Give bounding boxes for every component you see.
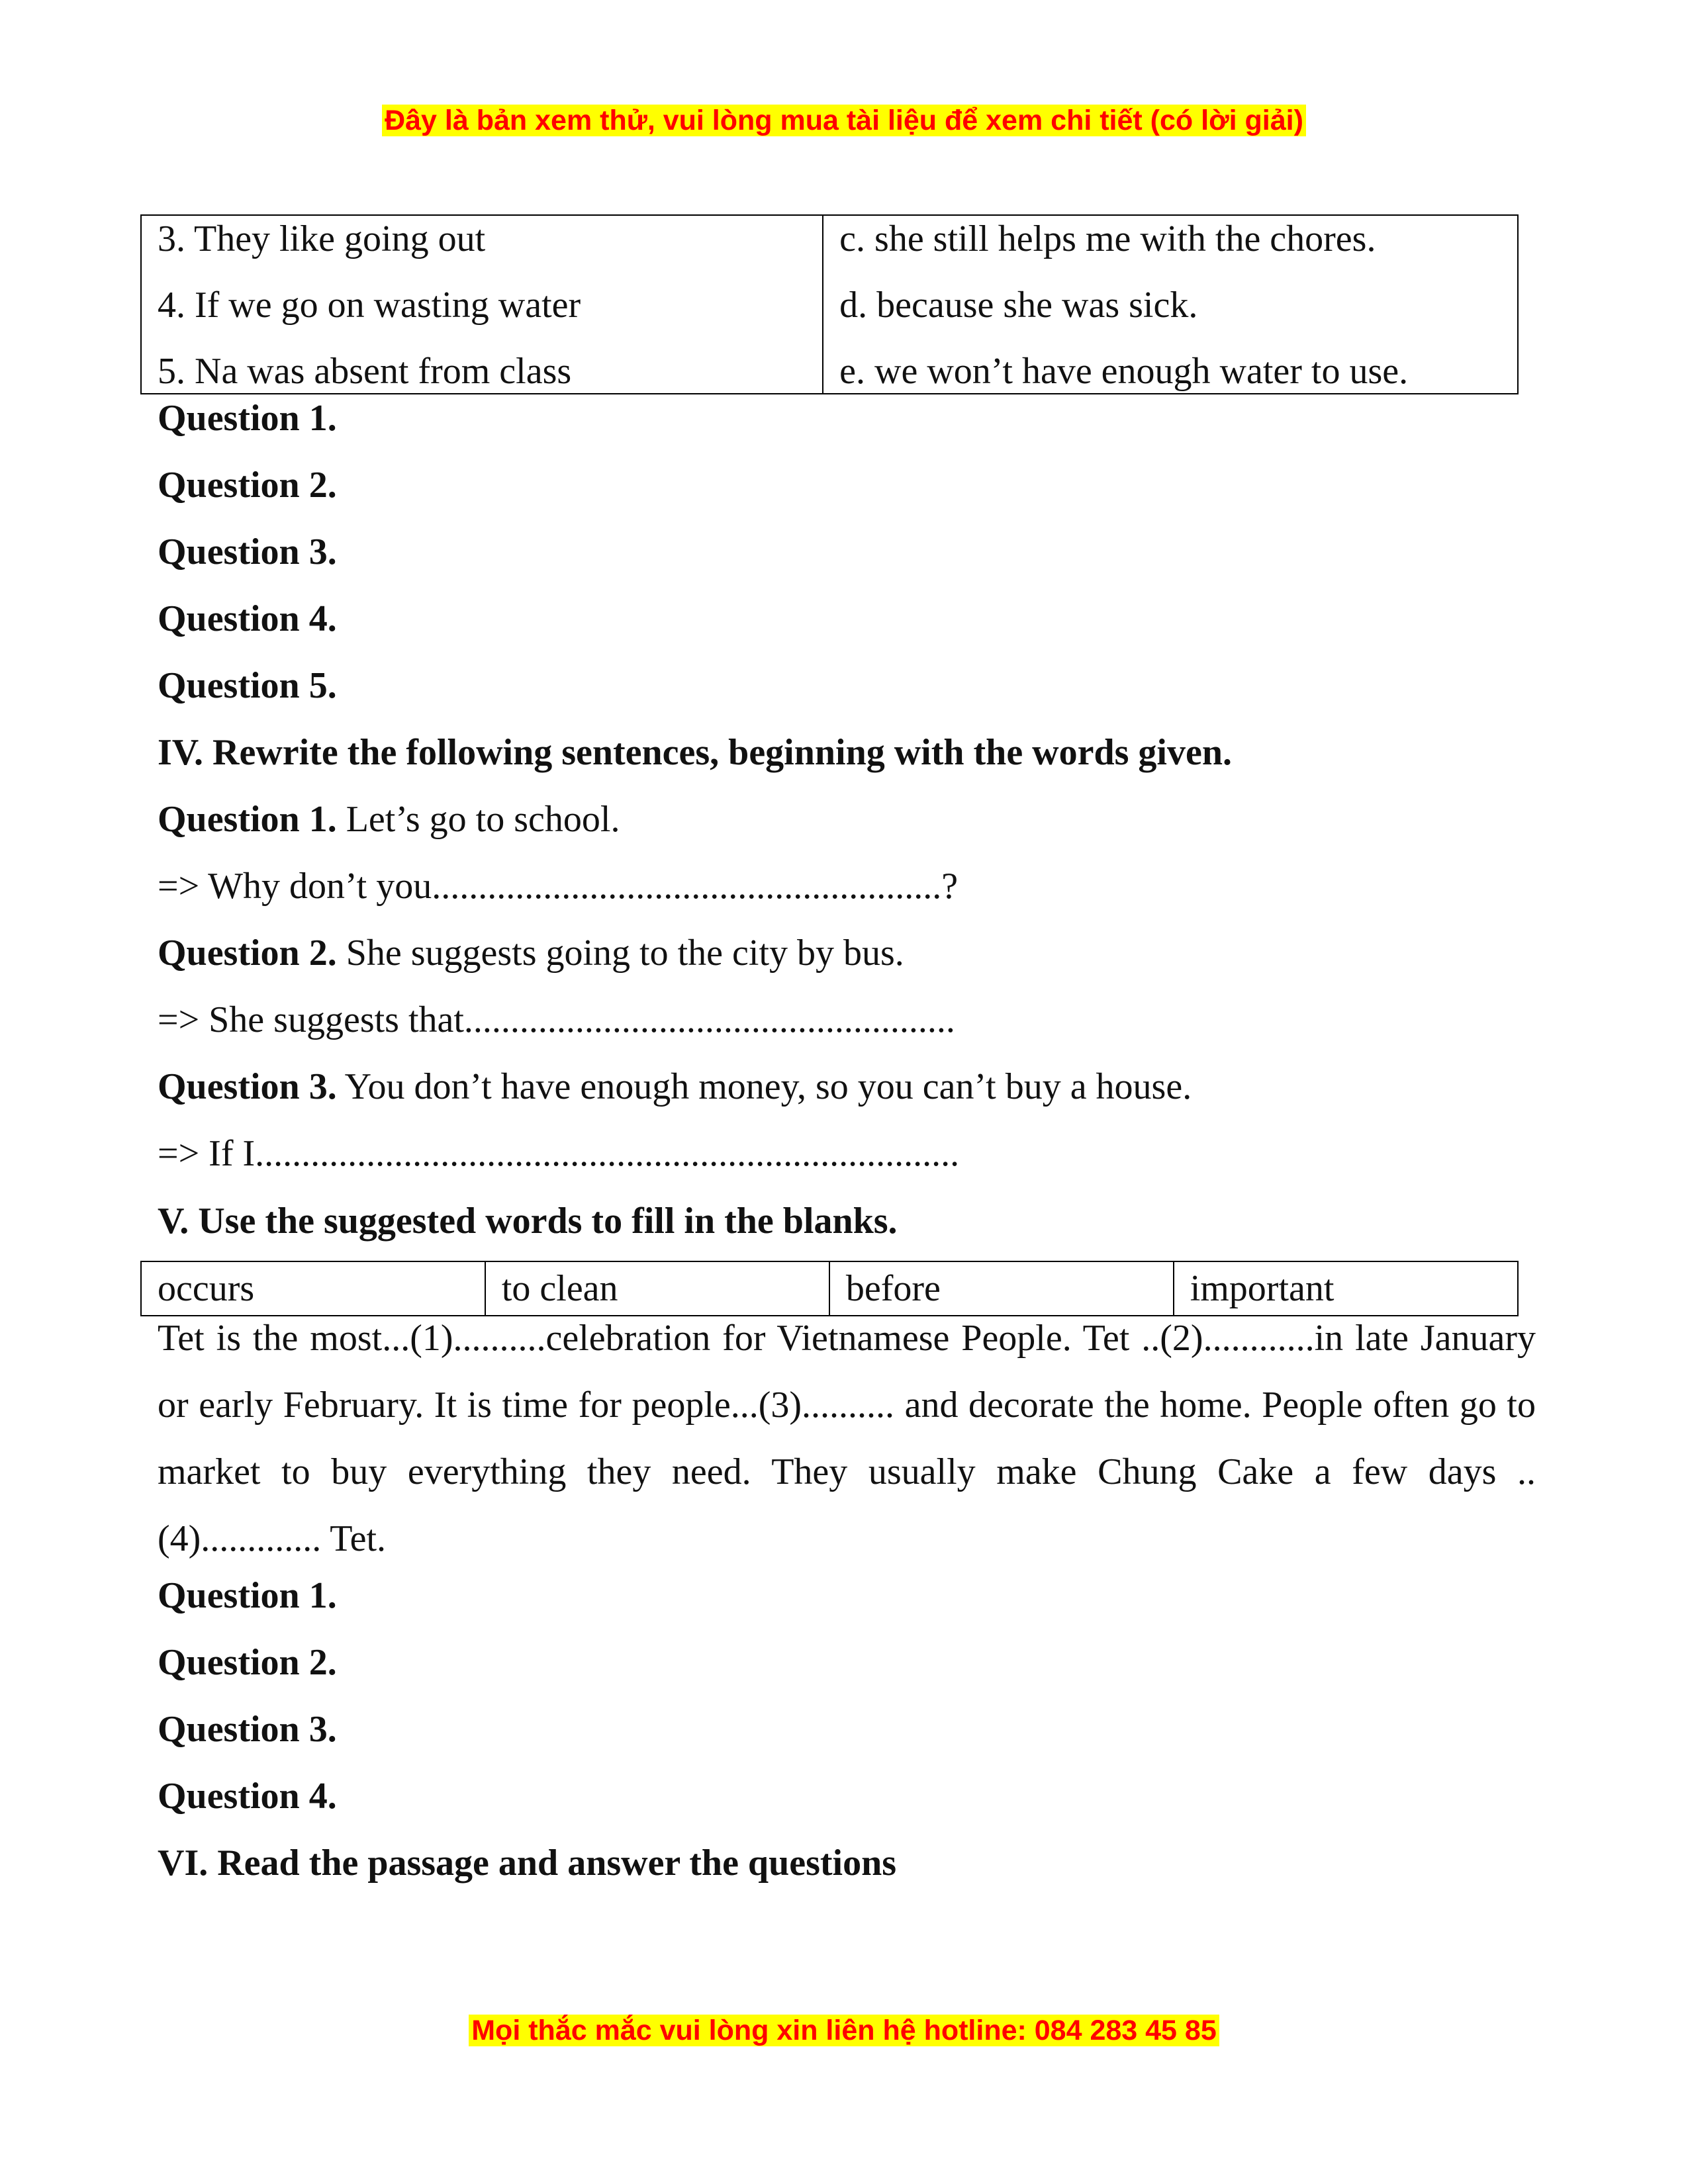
word-bank-item: before	[829, 1261, 1174, 1316]
answer-label: Question 5.	[158, 665, 337, 706]
matching-table	[140, 214, 1519, 394]
answer-label: Question 2.	[158, 1642, 337, 1683]
matching-left-item: 3. They like going out	[158, 218, 486, 259]
preview-notice-banner	[0, 102, 1688, 139]
matching-right-column	[823, 215, 1518, 394]
matching-left-item: 4. If we go on wasting water	[158, 285, 581, 326]
answer-label: Question 1.	[158, 398, 337, 439]
word-bank-item: occurs	[141, 1261, 485, 1316]
matching-right-item: c. she still helps me with the chores.	[839, 218, 1376, 259]
matching-left-item: 5. Na was absent from class	[158, 351, 572, 392]
section-iv-heading: IV. Rewrite the following sentences, beginning with the words given.	[158, 732, 1232, 773]
question-text: Let’s go to school.	[336, 799, 620, 840]
answer-label: Question 1.	[158, 1575, 337, 1616]
question-text: You don’t have enough money, so you can’t buy a house.	[336, 1066, 1192, 1107]
matching-left-column	[141, 215, 823, 394]
rewrite-prompt: => Why don’t you.......................................................?	[158, 866, 959, 907]
question-label: Question 3.	[158, 1066, 337, 1107]
answer-label: Question 3.	[158, 531, 337, 572]
preview-notice-text: Đây là bản xem thử, vui lòng mua tài liệu để xem chi tiết (có lời giải)	[382, 105, 1306, 136]
question-item	[158, 1064, 1192, 1110]
question-label: Question 1.	[158, 799, 337, 840]
section-vi-heading: VI. Read the passage and answer the questions	[158, 1843, 897, 1884]
word-bank-item: important	[1174, 1261, 1518, 1316]
answer-label: Question 4.	[158, 1776, 337, 1817]
answer-label: Question 3.	[158, 1709, 337, 1750]
rewrite-prompt: => She suggests that.....................................................	[158, 999, 955, 1040]
section-v-heading: V. Use the suggested words to fill in the blanks.	[158, 1201, 898, 1242]
question-text: She suggests going to the city by bus.	[336, 933, 904, 974]
question-item	[158, 796, 620, 842]
answer-label: Question 4.	[158, 598, 337, 639]
question-label: Question 2.	[158, 933, 337, 974]
word-bank-item: to clean	[485, 1261, 829, 1316]
matching-right-item: d. because she was sick.	[839, 285, 1198, 326]
rewrite-prompt: => If I............................................................................	[158, 1133, 960, 1174]
hotline-banner	[0, 2012, 1688, 2049]
question-item	[158, 930, 904, 976]
fill-in-passage: Tet is the most...(1)..........celebration for Vietnamese People. Tet ..(2)............in late January or early February. It is time for people...(3).......... and decorate the home. People often go to market to buy everything they need. They usually make Chung Cake a few days ..(4)............. Tet.	[158, 1318, 1536, 1559]
matching-right-item: e. we won’t have enough water to use.	[839, 351, 1409, 392]
answer-label: Question 2.	[158, 465, 337, 506]
hotline-text: Mọi thắc mắc vui lòng xin liên hệ hotline: 084 283 45 85	[469, 2015, 1219, 2046]
